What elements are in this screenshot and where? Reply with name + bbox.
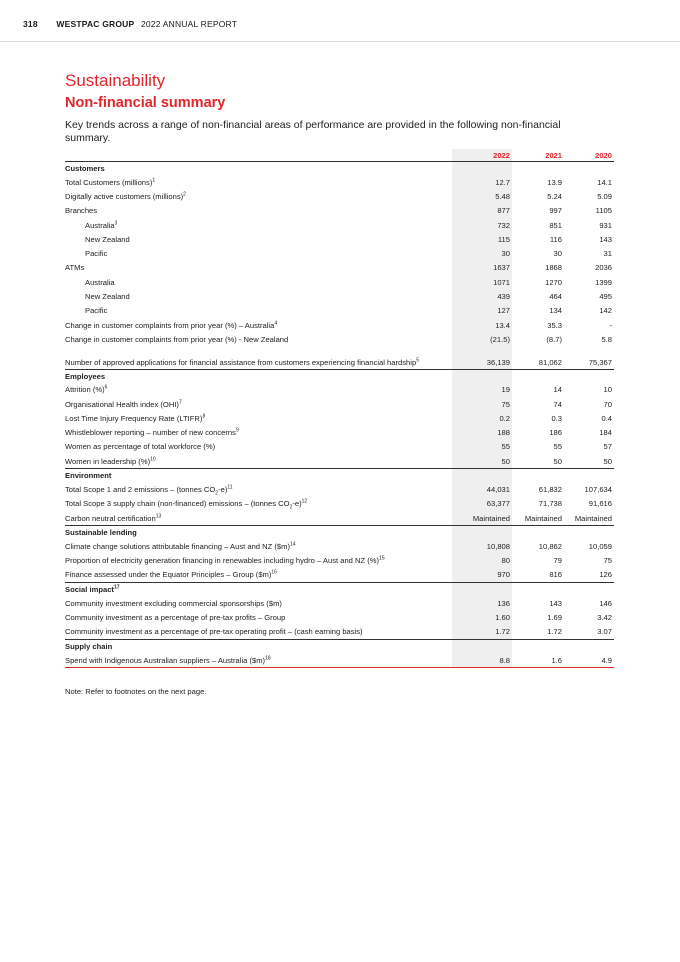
- table-row: [65, 189, 614, 203]
- value-2021: 186: [549, 428, 562, 438]
- row-label-text: Women in leadership (%): [65, 456, 151, 466]
- row-label: [65, 497, 452, 511]
- value-2022: 36,139: [452, 347, 512, 370]
- value-2020: 1399: [595, 277, 612, 287]
- section-heading-text: Supply chain: [65, 642, 113, 652]
- footnote-ref: 10: [150, 456, 156, 463]
- value-2021: 851: [549, 220, 562, 230]
- header-report: 2022 ANNUAL REPORT: [140, 19, 238, 29]
- row-label: [65, 347, 452, 370]
- row-label-text: Community investment as a percentage of pre-tax operating profit – (cash earning basis): [65, 627, 363, 637]
- row-label-text: Australia: [85, 220, 115, 230]
- table-row: [65, 232, 614, 246]
- table-row: [65, 347, 614, 370]
- value-2021: 35.3: [547, 320, 562, 330]
- table-row: [65, 318, 614, 332]
- row-label: [65, 625, 452, 640]
- page-subtitle: Non-financial summary: [65, 95, 226, 111]
- value-2020: 107,634: [584, 484, 612, 494]
- row-label-text: ATMs: [65, 263, 85, 273]
- value-2021: (8.7): [546, 334, 562, 344]
- row-label: [65, 304, 452, 318]
- footnote-ref: 11: [227, 484, 233, 491]
- value-2020: 931: [599, 220, 612, 230]
- row-label-text: Women as percentage of total workforce (%): [65, 442, 216, 452]
- table-header-row: [65, 149, 614, 162]
- value-2022: 732: [452, 218, 512, 232]
- footnote-ref: 3: [114, 220, 118, 226]
- row-label: [65, 275, 452, 289]
- row-label: [65, 454, 452, 469]
- value-2020: Maintained: [574, 513, 612, 523]
- row-label: [65, 482, 452, 496]
- table-row: [65, 261, 614, 275]
- row-label-text: Finance assessed under the Equator Principles – Group ($m): [65, 570, 272, 580]
- section-heading-cell: [452, 469, 512, 483]
- row-label: [65, 318, 452, 332]
- value-2020: 0.4: [601, 413, 612, 423]
- section-heading-row-customers: [65, 162, 614, 176]
- table-row: [65, 497, 614, 511]
- value-2022: 13.4: [452, 318, 512, 332]
- value-2020: 50: [603, 456, 612, 466]
- section-heading-cell: [564, 583, 614, 597]
- value-2020: 91,616: [588, 499, 612, 509]
- table-row: [65, 539, 614, 553]
- value-2022: 970: [452, 568, 512, 583]
- row-label: [65, 397, 452, 411]
- row-label-text: Pacific: [85, 249, 108, 259]
- table-row: [65, 304, 614, 318]
- table-row: [65, 397, 614, 411]
- section-heading-cell: [512, 469, 564, 483]
- row-label: [65, 175, 452, 189]
- row-label: [65, 568, 452, 583]
- table-row: [65, 610, 614, 624]
- row-label-text: Digitally active customers (millions): [65, 191, 184, 201]
- footnote-ref: 13: [155, 513, 162, 520]
- value-2020: 142: [599, 306, 612, 316]
- value-2022: 877: [452, 204, 512, 218]
- row-label-text: Total Scope 3 supply chain (non-financed) emissions – (tonnes CO: [65, 499, 290, 509]
- section-heading: [65, 526, 452, 540]
- value-2021: 143: [549, 598, 562, 608]
- row-label: [65, 246, 452, 260]
- value-2022: 50: [452, 454, 512, 469]
- value-2020: 10,059: [588, 541, 612, 551]
- section-heading-text: Social impact: [65, 585, 114, 595]
- table-row: [65, 511, 614, 526]
- section-heading: [65, 583, 452, 597]
- section-heading: [65, 369, 452, 383]
- value-2022: 55: [452, 440, 512, 454]
- value-2021: 464: [549, 292, 562, 302]
- section-heading-cell: [452, 369, 512, 383]
- value-2021: 1868: [545, 263, 562, 273]
- value-2020: 5.09: [597, 191, 612, 201]
- subscript: 2: [215, 490, 219, 497]
- header-divider: [0, 41, 680, 42]
- value-2020: 2036: [595, 263, 612, 273]
- value-2022: 1.60: [452, 610, 512, 624]
- page-header: [23, 19, 237, 29]
- value-2022: 10,808: [452, 539, 512, 553]
- footnote-ref: 18: [265, 655, 271, 662]
- row-label-text: Total Customers (millions): [65, 177, 153, 187]
- section-heading-row-environment: [65, 469, 614, 483]
- footnote-ref: 12: [301, 498, 308, 505]
- value-2021: 61,832: [538, 484, 562, 494]
- row-label: [65, 539, 452, 553]
- value-2022: 12.7: [452, 175, 512, 189]
- section-heading-cell: [564, 469, 614, 483]
- section-heading-cell: [452, 640, 512, 654]
- value-2020: 3.42: [597, 613, 612, 623]
- table-row: [65, 175, 614, 189]
- row-label: [65, 332, 452, 346]
- table-row: [65, 332, 614, 346]
- value-2022: 115: [452, 232, 512, 246]
- value-2021: 0.3: [551, 413, 562, 423]
- row-label: [65, 596, 452, 610]
- row-label: [65, 610, 452, 624]
- table-row: [65, 289, 614, 303]
- section-heading-text: Customers: [65, 164, 105, 173]
- table-row: [65, 653, 614, 668]
- section-heading-cell: [564, 162, 614, 176]
- value-2020: 75,367: [588, 357, 612, 367]
- row-label: [65, 383, 452, 397]
- row-label-text: Community investment as a percentage of pre-tax profits – Group: [65, 613, 286, 623]
- value-2021: 74: [553, 399, 562, 409]
- table-row: [65, 383, 614, 397]
- section-heading-cell: [512, 583, 564, 597]
- year-header-2021: 2021: [512, 149, 564, 162]
- value-2022: 1.72: [452, 625, 512, 640]
- value-2021: 997: [549, 206, 562, 216]
- row-label-text: Number of approved applications for financial assistance from customers experiencing financial hardship: [65, 357, 417, 367]
- table-row: [65, 204, 614, 218]
- value-2022: 1071: [452, 275, 512, 289]
- value-2020: 126: [599, 570, 612, 580]
- footnote-note: Note: Refer to footnotes on the next page.: [65, 687, 207, 696]
- value-2022: (21.5): [452, 332, 512, 346]
- value-2020: 5.8: [601, 334, 612, 344]
- row-label-text: Australia: [85, 277, 115, 287]
- value-2020: 75: [603, 556, 612, 566]
- value-2021: 55: [553, 442, 562, 452]
- value-2020: 495: [599, 292, 612, 302]
- row-label-text: Whistleblower reporting – number of new concerns: [65, 428, 236, 438]
- value-2022: 19: [452, 383, 512, 397]
- value-2020: 4.9: [564, 653, 614, 668]
- section-heading-text: Sustainable lending: [65, 528, 137, 538]
- section-heading-row-lending: [65, 526, 614, 540]
- value-2021: 79: [553, 556, 562, 566]
- footnote-ref: 6: [104, 384, 108, 391]
- table-row: [65, 568, 614, 583]
- value-2021: 71,738: [538, 499, 562, 509]
- row-label-text: Lost Time Injury Frequency Rate (LTIFR): [65, 413, 203, 423]
- value-2021: 816: [549, 570, 562, 580]
- value-2020: 70: [603, 399, 612, 409]
- row-label: [65, 261, 452, 275]
- footnote-ref: 14: [289, 541, 296, 548]
- value-2021: 1.72: [547, 627, 562, 637]
- row-label-text: Proportion of electricity generation financing in renewables including hydro – Aust and NZ (%): [65, 556, 380, 566]
- row-label: [65, 511, 452, 526]
- row-label-text: Branches: [65, 206, 98, 216]
- section-heading-row-supply: [65, 640, 614, 654]
- year-header-2022: 2022: [452, 149, 512, 162]
- value-2022: 63,377: [452, 497, 512, 511]
- row-label-text-suffix: -e): [292, 499, 302, 509]
- table-row: [65, 596, 614, 610]
- footnote-ref: 9: [235, 427, 239, 434]
- row-label-text: Carbon neutral certification: [65, 513, 156, 523]
- row-label: [65, 232, 452, 246]
- value-2022: 1637: [452, 261, 512, 275]
- row-label-text: New Zealand: [85, 234, 130, 244]
- section-heading-cell: [452, 583, 512, 597]
- value-2021: 81,062: [538, 357, 562, 367]
- footnote-ref: 7: [178, 398, 182, 405]
- section-heading-text: Environment: [65, 471, 112, 481]
- page-number: 318: [23, 19, 38, 29]
- footnote-ref: 2: [183, 191, 186, 198]
- value-2022: 5.48: [452, 189, 512, 203]
- section-heading-cell: [452, 162, 512, 176]
- value-2021: 10,862: [538, 541, 562, 551]
- section-heading-cell: [512, 526, 564, 540]
- section-heading-cell: [512, 640, 564, 654]
- table-row: [65, 625, 614, 640]
- row-label-text: Pacific: [85, 306, 108, 316]
- value-2020: -: [609, 320, 612, 330]
- value-2021: 5.24: [547, 191, 562, 201]
- row-label-text-suffix: -e): [218, 484, 228, 494]
- row-label-text: Climate change solutions attributable financing – Aust and NZ ($m): [65, 541, 290, 551]
- row-label: [65, 440, 452, 454]
- row-label: [65, 204, 452, 218]
- table-body: [65, 162, 614, 668]
- table-row: [65, 482, 614, 496]
- row-label: [65, 189, 452, 203]
- row-label-text: Community investment excluding commercial sponsorships ($m): [65, 598, 282, 608]
- value-2022: 136: [452, 596, 512, 610]
- value-2020: 143: [599, 234, 612, 244]
- table-row: [65, 554, 614, 568]
- value-2021: 116: [549, 234, 562, 244]
- section-heading: [65, 469, 452, 483]
- row-label-text: Spend with Indigenous Australian suppliers – Australia ($m): [65, 655, 266, 665]
- value-2021: 13.9: [547, 177, 562, 187]
- table-row: [65, 425, 614, 439]
- footnote-ref: 16: [271, 569, 277, 576]
- table-row: [65, 440, 614, 454]
- table-row: [65, 454, 614, 469]
- value-2022: 0.2: [452, 411, 512, 425]
- value-2022: 44,031: [452, 482, 512, 496]
- value-2020: 184: [599, 428, 612, 438]
- row-label-text: Attrition (%): [65, 385, 105, 395]
- section-heading-cell: [564, 526, 614, 540]
- value-2020: 3.07: [597, 627, 612, 637]
- value-2020: 1105: [595, 206, 612, 216]
- value-2021: 1.6: [512, 653, 564, 668]
- value-2021: Maintained: [524, 513, 562, 523]
- non-financial-summary-table: [65, 149, 614, 668]
- value-2020: 14.1: [597, 177, 612, 187]
- section-heading: [65, 640, 452, 654]
- header-brand: WESTPAC GROUP: [56, 19, 135, 29]
- year-header-2020: 2020: [564, 149, 614, 162]
- value-2022: 8.8: [452, 653, 512, 668]
- intro-paragraph: Key trends across a range of non-financial areas of performance are provided in the following non-financial summary.: [65, 119, 561, 144]
- value-2020: 146: [599, 598, 612, 608]
- value-2022: 75: [452, 397, 512, 411]
- row-label-text: Total Scope 1 and 2 emissions – (tonnes CO: [65, 484, 216, 494]
- row-label: [65, 218, 452, 232]
- value-2022: 30: [452, 246, 512, 260]
- footnote-ref: 15: [379, 555, 385, 562]
- footnote-ref: 8: [202, 413, 206, 420]
- row-label-text: New Zealand: [85, 292, 130, 302]
- section-heading-cell: [452, 526, 512, 540]
- section-heading-cell: [564, 640, 614, 654]
- section-heading-row-employees: [65, 369, 614, 383]
- row-label: [65, 289, 452, 303]
- row-label-text: Change in customer complaints from prior year (%) - New Zealand: [65, 334, 289, 344]
- section-heading-cell: [512, 162, 564, 176]
- header-label-cell: [65, 149, 452, 162]
- value-2020: 10: [603, 385, 612, 395]
- section-heading: [65, 162, 452, 176]
- row-label: [65, 411, 452, 425]
- section-heading-cell: [564, 369, 614, 383]
- footnote-ref: 17: [113, 584, 120, 591]
- row-label: [65, 554, 452, 568]
- row-label: [65, 653, 452, 668]
- value-2022: 439: [452, 289, 512, 303]
- value-2021: 1270: [545, 277, 562, 287]
- table-row: [65, 411, 614, 425]
- page-title: Sustainability: [65, 71, 166, 90]
- value-2021: 1.69: [547, 613, 562, 623]
- value-2022: 80: [452, 554, 512, 568]
- table-row: [65, 218, 614, 232]
- footnote-ref: 5: [416, 357, 419, 364]
- row-label-text: Organisational Health index (OHI): [65, 399, 179, 409]
- table-row: [65, 275, 614, 289]
- row-label: [65, 425, 452, 439]
- section-heading-cell: [512, 369, 564, 383]
- value-2021: 134: [549, 306, 562, 316]
- subscript: 2: [289, 504, 293, 511]
- table-row: [65, 246, 614, 260]
- value-2022: Maintained: [452, 511, 512, 526]
- value-2021: 50: [553, 456, 562, 466]
- section-heading-text: Employees: [65, 371, 106, 381]
- footnote-ref: 1: [152, 177, 156, 184]
- value-2020: 57: [603, 442, 612, 452]
- value-2020: 31: [603, 249, 612, 259]
- value-2021: 14: [553, 385, 562, 395]
- value-2021: 30: [553, 249, 562, 259]
- section-heading-row-social: [65, 583, 614, 597]
- value-2022: 127: [452, 304, 512, 318]
- footnote-ref: 4: [274, 320, 278, 327]
- row-label-text: Change in customer complaints from prior year (%) – Australia: [65, 320, 275, 330]
- value-2022: 188: [452, 425, 512, 439]
